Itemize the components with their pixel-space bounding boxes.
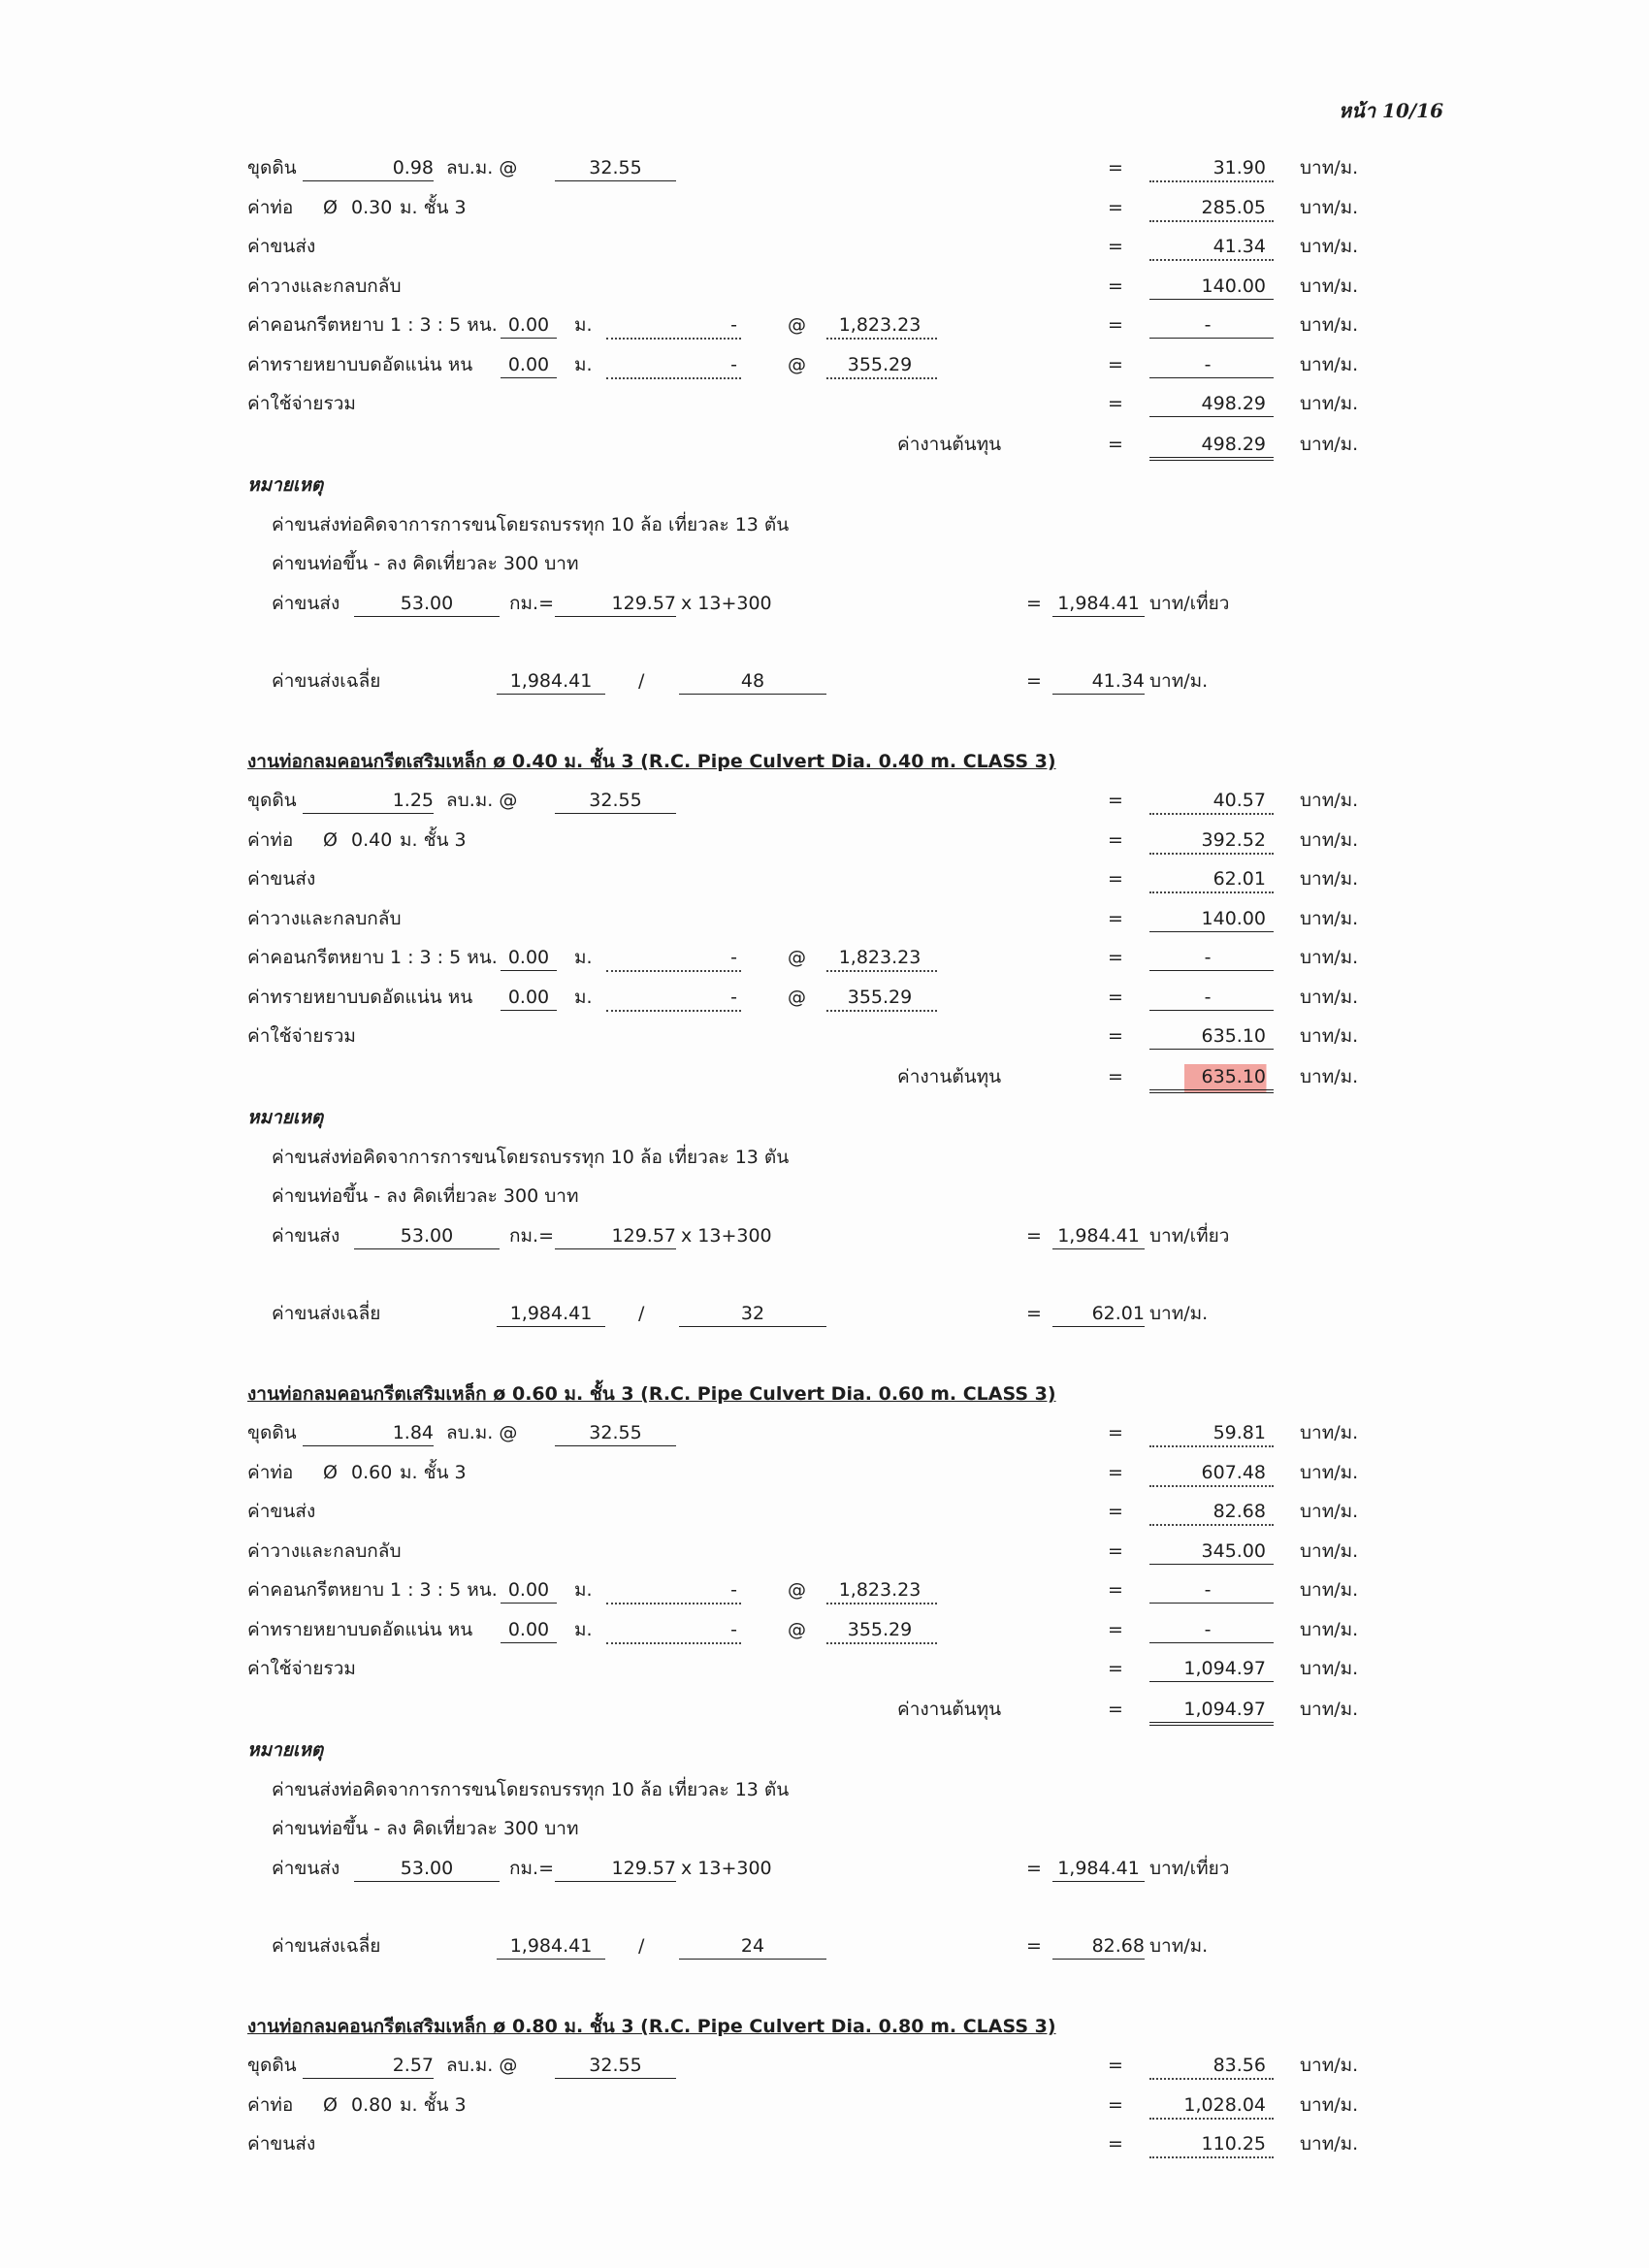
equals-sign: =: [1108, 1501, 1123, 1522]
unit-label: บาท/ม.: [1300, 907, 1359, 929]
pipe-class: ม. ชั้น 3: [400, 196, 467, 218]
concrete-rate: 1,823.23: [826, 312, 937, 340]
pipe-diameter: 0.80: [351, 2093, 393, 2116]
trip-cost: 1,984.41: [1052, 1223, 1145, 1249]
diameter-symbol: Ø: [323, 1461, 338, 1483]
average-transport-cost: 82.68: [1052, 1933, 1145, 1960]
transport-calc-row: [0, 1856, 1649, 1885]
section-heading-text: งานท่อกลมคอนกรีตเสริมเหล็ก ø 0.80 ม. ชั้น 3 (R.C. Pipe Culvert Dia. 0.80 m. CLASS 3): [247, 2016, 1056, 2037]
equals-sign: =: [1108, 1699, 1123, 1720]
unit-label: บาท/ม.: [1300, 236, 1359, 257]
average-transport-cost: 41.34: [1052, 668, 1145, 695]
concrete-thickness: 0.00: [501, 312, 557, 339]
equals-sign: =: [1108, 1422, 1123, 1443]
note-title-row: [0, 1105, 1649, 1134]
trip-cost: 1,984.41: [1052, 591, 1145, 617]
note-loading-cost: ค่าขนท่อขึ้น - ลง คิดเที่ยวละ 300 บาท: [272, 553, 579, 574]
cost-label: ค่างานต้นทุน: [897, 434, 1002, 455]
unit-label: บาท/ม.: [1300, 828, 1359, 851]
meter-label: ม.: [574, 1618, 593, 1640]
total-row: [0, 1023, 1649, 1053]
equals-sign: =: [1108, 2093, 1123, 2116]
amount-value: -: [1149, 352, 1274, 378]
note-line: [0, 1816, 1649, 1845]
total-label: ค่าใช้จ่ายรวม: [247, 1658, 356, 1679]
concrete-rate: 1,823.23: [826, 1577, 937, 1604]
distance-km: 53.00: [354, 1223, 500, 1249]
amount-value: 31.90: [1149, 155, 1274, 182]
sand-thickness: 0.00: [501, 1617, 557, 1643]
unit-label: บาท/ม.: [1300, 1025, 1359, 1047]
concrete-rate: 1,823.23: [826, 945, 937, 972]
equals-sign: =: [1026, 1302, 1042, 1324]
pipe-diameter: 0.40: [351, 828, 393, 851]
concrete-qty: -: [606, 945, 741, 972]
average-row: [0, 668, 1649, 697]
unit-label: บาท/ม.: [1300, 1422, 1359, 1443]
meter-label: ม.: [574, 1579, 593, 1601]
pipe-class: ม. ชั้น 3: [400, 1461, 467, 1483]
amount-value: -: [1149, 985, 1274, 1011]
equals-sign: =: [1108, 947, 1123, 968]
average-transport-label: ค่าขนส่งเฉลี่ย: [272, 669, 381, 692]
concrete-label: ค่าคอนกรีตหยาบ 1 : 3 : 5 หน.: [247, 1579, 498, 1601]
unit-label: บาท/ม.: [1300, 1618, 1359, 1640]
laying-label: ค่าวางและกลบกลับ: [247, 907, 402, 929]
unit-label: บาท/ม.: [1300, 790, 1359, 811]
unit-label: บาท/ม.: [1300, 196, 1359, 218]
amount-value: 345.00: [1149, 1539, 1274, 1565]
cost-label: ค่างานต้นทุน: [897, 1699, 1002, 1720]
equals-sign: =: [1026, 592, 1042, 614]
transport-short-label: ค่าขนส่ง: [272, 592, 340, 614]
amount-value: 62.01: [1149, 866, 1274, 893]
amount-value: -: [1149, 312, 1274, 339]
meter-label: ม.: [574, 353, 593, 375]
diameter-symbol: Ø: [323, 828, 338, 851]
laying-label: ค่าวางและกลบกลับ: [247, 1539, 402, 1562]
sand-qty: -: [606, 1617, 741, 1644]
pipe-row: [0, 2092, 1649, 2122]
km-unit: กม.=: [509, 592, 554, 614]
dig-unit: ลบ.ม. @: [446, 2055, 518, 2076]
equals-sign: =: [1108, 1025, 1123, 1047]
distance-km: 53.00: [354, 591, 500, 617]
sand-label: ค่าทรายหยาบบดอัดแน่น หน: [247, 1618, 473, 1640]
amount-value: 498.29: [1149, 432, 1274, 461]
pipes-per-trip: 24: [679, 1933, 826, 1960]
equals-sign: =: [1026, 669, 1042, 692]
amount-value: 285.05: [1149, 195, 1274, 222]
amount-value: 392.52: [1149, 827, 1274, 855]
equals-sign: =: [1108, 1539, 1123, 1562]
dig-qty: 1.84: [303, 1420, 434, 1446]
unit-label: บาท/ม.: [1300, 434, 1359, 455]
average-row: [0, 1301, 1649, 1330]
sand-thickness: 0.00: [501, 985, 557, 1011]
unit-label: บาท/ม.: [1300, 2055, 1359, 2076]
unit-label: บาท/ม.: [1300, 1658, 1359, 1679]
average-row: [0, 1933, 1649, 1962]
amount-value: 110.25: [1149, 2131, 1274, 2158]
km-formula: x 13+300: [681, 592, 772, 614]
km-unit: กม.=: [509, 1224, 554, 1247]
pipe-label: ค่าท่อ: [247, 196, 294, 218]
concrete-row: [0, 312, 1649, 341]
unit-label: บาท/ม.: [1300, 1066, 1359, 1087]
equals-sign: =: [1108, 314, 1123, 336]
concrete-label: ค่าคอนกรีตหยาบ 1 : 3 : 5 หน.: [247, 947, 498, 968]
unit-label: บาท/ม.: [1300, 1539, 1359, 1562]
pipe-label: ค่าท่อ: [247, 828, 294, 851]
per-trip-unit: บาท/เที่ยว: [1149, 1857, 1230, 1879]
transport-label: ค่าขนส่ง: [247, 868, 316, 890]
dig-row: [0, 1420, 1649, 1449]
note-title-row: [0, 1737, 1649, 1766]
unit-label: บาท/ม.: [1300, 1501, 1359, 1522]
unit-label: บาท/ม.: [1300, 1579, 1359, 1601]
at-sign: @: [788, 1618, 806, 1640]
section-heading-text: งานท่อกลมคอนกรีตเสริมเหล็ก ø 0.40 ม. ชั้น 3 (R.C. Pipe Culvert Dia. 0.40 m. CLASS 3): [247, 751, 1056, 772]
divide-sign: /: [638, 1934, 645, 1957]
unit-label: บาท/ม.: [1149, 1302, 1209, 1324]
dig-unit: ลบ.ม. @: [446, 790, 518, 811]
trip-cost: 1,984.41: [497, 668, 605, 695]
dig-unit: ลบ.ม. @: [446, 157, 518, 178]
unit-label: บาท/ม.: [1300, 2093, 1359, 2116]
dig-qty: 2.57: [303, 2053, 434, 2079]
meter-label: ม.: [574, 947, 593, 968]
amount-value: 635.10: [1149, 1064, 1274, 1093]
at-sign: @: [788, 947, 806, 968]
unit-label: บาท/ม.: [1149, 1934, 1209, 1957]
note-transport-basis: ค่าขนส่งท่อคิดจาการการขนโดยรถบรรทุก 10 ล้อ เที่ยวละ 13 ตัน: [272, 1146, 790, 1168]
transport-label: ค่าขนส่ง: [247, 236, 316, 257]
km-rate: 129.57: [555, 1856, 676, 1882]
equals-sign: =: [1108, 986, 1123, 1008]
section-heading: [0, 749, 1649, 778]
equals-sign: =: [1108, 828, 1123, 851]
at-sign: @: [788, 986, 806, 1008]
pipe-class: ม. ชั้น 3: [400, 828, 467, 851]
dig-qty: 0.98: [303, 155, 434, 181]
equals-sign: =: [1108, 353, 1123, 375]
dig-label: ขุดดิน: [247, 1422, 297, 1443]
unit-label: บาท/ม.: [1300, 2133, 1359, 2155]
equals-sign: =: [1108, 2133, 1123, 2155]
unit-label: บาท/ม.: [1300, 868, 1359, 890]
sand-row: [0, 1617, 1649, 1646]
dig-row: [0, 155, 1649, 184]
transport-calc-row: [0, 591, 1649, 620]
concrete-row: [0, 1577, 1649, 1606]
amount-value: 1,094.97: [1149, 1697, 1274, 1726]
equals-sign: =: [1108, 393, 1123, 414]
concrete-qty: -: [606, 1577, 741, 1604]
sand-rate: 355.29: [826, 985, 937, 1012]
diameter-symbol: Ø: [323, 196, 338, 218]
km-unit: กม.=: [509, 1857, 554, 1879]
unit-label: บาท/ม.: [1300, 947, 1359, 968]
trip-cost: 1,984.41: [1052, 1856, 1145, 1882]
pipes-per-trip: 32: [679, 1301, 826, 1327]
unit-label: บาท/ม.: [1300, 353, 1359, 375]
dig-unit: ลบ.ม. @: [446, 1422, 518, 1443]
average-transport-cost: 62.01: [1052, 1301, 1145, 1327]
distance-km: 53.00: [354, 1856, 500, 1882]
amount-value: 498.29: [1149, 391, 1274, 417]
equals-sign: =: [1108, 1461, 1123, 1483]
amount-value: 83.56: [1149, 2053, 1274, 2080]
average-transport-label: ค่าขนส่งเฉลี่ย: [272, 1302, 381, 1324]
note-title: หมายเหตุ: [247, 1107, 324, 1128]
pipe-row: [0, 195, 1649, 224]
equals-sign: =: [1108, 434, 1123, 455]
transport-row: [0, 234, 1649, 263]
total-row: [0, 391, 1649, 420]
transport-row: [0, 2131, 1649, 2160]
pipe-diameter: 0.60: [351, 1461, 393, 1483]
sand-label: ค่าทรายหยาบบดอัดแน่น หน: [247, 986, 473, 1008]
sand-label: ค่าทรายหยาบบดอัดแน่น หน: [247, 353, 473, 375]
concrete-qty: -: [606, 312, 741, 340]
unit-label: บาท/ม.: [1300, 157, 1359, 178]
section-heading: [0, 1381, 1649, 1410]
equals-sign: =: [1108, 157, 1123, 178]
equals-sign: =: [1026, 1224, 1042, 1247]
transport-row: [0, 866, 1649, 895]
total-label: ค่าใช้จ่ายรวม: [247, 1025, 356, 1047]
per-trip-unit: บาท/เที่ยว: [1149, 592, 1230, 614]
dig-qty: 1.25: [303, 788, 434, 814]
at-sign: @: [788, 1579, 806, 1601]
transport-row: [0, 1499, 1649, 1528]
dig-label: ขุดดิน: [247, 157, 297, 178]
amount-value: 140.00: [1149, 906, 1274, 932]
pipe-row: [0, 827, 1649, 857]
cost-row: [0, 1697, 1649, 1726]
note-loading-cost: ค่าขนท่อขึ้น - ลง คิดเที่ยวละ 300 บาท: [272, 1818, 579, 1839]
section-heading: [0, 2014, 1649, 2043]
amount-value: 1,094.97: [1149, 1656, 1274, 1682]
dig-row: [0, 788, 1649, 817]
concrete-row: [0, 945, 1649, 974]
dig-rate: 32.55: [555, 788, 676, 814]
amount-value: 59.81: [1149, 1420, 1274, 1447]
pipe-diameter: 0.30: [351, 196, 393, 218]
unit-label: บาท/ม.: [1300, 314, 1359, 336]
equals-sign: =: [1108, 275, 1123, 297]
cost-row: [0, 432, 1649, 461]
dig-rate: 32.55: [555, 2053, 676, 2079]
transport-short-label: ค่าขนส่ง: [272, 1857, 340, 1879]
pipe-label: ค่าท่อ: [247, 2093, 294, 2116]
amount-value: 41.34: [1149, 234, 1274, 261]
average-transport-label: ค่าขนส่งเฉลี่ย: [272, 1934, 381, 1957]
equals-sign: =: [1108, 868, 1123, 890]
concrete-thickness: 0.00: [501, 1577, 557, 1604]
equals-sign: =: [1108, 2055, 1123, 2076]
cost-label: ค่างานต้นทุน: [897, 1066, 1002, 1087]
unit-label: บาท/ม.: [1149, 669, 1209, 692]
note-line: [0, 551, 1649, 580]
note-line: [0, 1777, 1649, 1806]
note-title: หมายเหตุ: [247, 1739, 324, 1761]
transport-calc-row: [0, 1223, 1649, 1252]
unit-label: บาท/ม.: [1300, 986, 1359, 1008]
section-heading-text: งานท่อกลมคอนกรีตเสริมเหล็ก ø 0.60 ม. ชั้น 3 (R.C. Pipe Culvert Dia. 0.60 m. CLASS 3): [247, 1383, 1056, 1405]
equals-sign: =: [1108, 196, 1123, 218]
sand-qty: -: [606, 985, 741, 1012]
equals-sign: =: [1026, 1934, 1042, 1957]
divide-sign: /: [638, 669, 645, 692]
amount-value: 140.00: [1149, 274, 1274, 300]
equals-sign: =: [1026, 1857, 1042, 1879]
equals-sign: =: [1108, 790, 1123, 811]
transport-label: ค่าขนส่ง: [247, 1501, 316, 1522]
note-line: [0, 1145, 1649, 1174]
laying-row: [0, 906, 1649, 935]
cost-row: [0, 1064, 1649, 1093]
sand-thickness: 0.00: [501, 352, 557, 378]
sand-qty: -: [606, 352, 741, 379]
note-transport-basis: ค่าขนส่งท่อคิดจาการการขนโดยรถบรรทุก 10 ล้อ เที่ยวละ 13 ตัน: [272, 1778, 790, 1800]
at-sign: @: [788, 353, 806, 375]
sand-rate: 355.29: [826, 1617, 937, 1644]
note-loading-cost: ค่าขนท่อขึ้น - ลง คิดเที่ยวละ 300 บาท: [272, 1185, 579, 1207]
laying-row: [0, 274, 1649, 303]
unit-label: บาท/ม.: [1300, 1699, 1359, 1720]
amount-value: -: [1149, 1617, 1274, 1643]
km-rate: 129.57: [555, 1223, 676, 1249]
equals-sign: =: [1108, 1658, 1123, 1679]
note-title-row: [0, 472, 1649, 502]
unit-label: บาท/ม.: [1300, 275, 1359, 297]
total-label: ค่าใช้จ่ายรวม: [247, 393, 356, 414]
concrete-thickness: 0.00: [501, 945, 557, 971]
diameter-symbol: Ø: [323, 2093, 338, 2116]
sand-rate: 355.29: [826, 352, 937, 379]
dig-rate: 32.55: [555, 155, 676, 181]
laying-label: ค่าวางและกลบกลับ: [247, 275, 402, 297]
pipes-per-trip: 48: [679, 668, 826, 695]
sand-row: [0, 985, 1649, 1014]
dig-rate: 32.55: [555, 1420, 676, 1446]
equals-sign: =: [1108, 907, 1123, 929]
amount-value: 607.48: [1149, 1460, 1274, 1487]
km-rate: 129.57: [555, 591, 676, 617]
total-row: [0, 1656, 1649, 1685]
amount-value: 635.10: [1149, 1023, 1274, 1050]
pipe-class: ม. ชั้น 3: [400, 2093, 467, 2116]
dig-label: ขุดดิน: [247, 790, 297, 811]
note-transport-basis: ค่าขนส่งท่อคิดจาการการขนโดยรถบรรทุก 10 ล้อ เที่ยวละ 13 ตัน: [272, 513, 790, 535]
trip-cost: 1,984.41: [497, 1301, 605, 1327]
per-trip-unit: บาท/เที่ยว: [1149, 1224, 1230, 1247]
page-number: หน้า 10/16: [1339, 99, 1444, 122]
transport-short-label: ค่าขนส่ง: [272, 1224, 340, 1247]
transport-label: ค่าขนส่ง: [247, 2133, 316, 2155]
equals-sign: =: [1108, 1066, 1123, 1087]
note-line: [0, 512, 1649, 541]
divide-sign: /: [638, 1302, 645, 1324]
km-formula: x 13+300: [681, 1224, 772, 1247]
equals-sign: =: [1108, 1579, 1123, 1601]
amount-value: -: [1149, 1577, 1274, 1604]
note-line: [0, 1183, 1649, 1213]
unit-label: บาท/ม.: [1300, 393, 1359, 414]
laying-row: [0, 1539, 1649, 1568]
meter-label: ม.: [574, 314, 593, 336]
pipe-label: ค่าท่อ: [247, 1461, 294, 1483]
amount-value: 40.57: [1149, 788, 1274, 815]
trip-cost: 1,984.41: [497, 1933, 605, 1960]
amount-value: 1,028.04: [1149, 2092, 1274, 2120]
at-sign: @: [788, 314, 806, 336]
amount-value: -: [1149, 945, 1274, 971]
note-title: หมายเหตุ: [247, 474, 324, 496]
equals-sign: =: [1108, 1618, 1123, 1640]
unit-label: บาท/ม.: [1300, 1461, 1359, 1483]
km-formula: x 13+300: [681, 1857, 772, 1879]
concrete-label: ค่าคอนกรีตหยาบ 1 : 3 : 5 หน.: [247, 314, 498, 336]
equals-sign: =: [1108, 236, 1123, 257]
meter-label: ม.: [574, 986, 593, 1008]
amount-value: 82.68: [1149, 1499, 1274, 1526]
sand-row: [0, 352, 1649, 381]
dig-row: [0, 2053, 1649, 2082]
dig-label: ขุดดิน: [247, 2055, 297, 2076]
pipe-row: [0, 1460, 1649, 1489]
